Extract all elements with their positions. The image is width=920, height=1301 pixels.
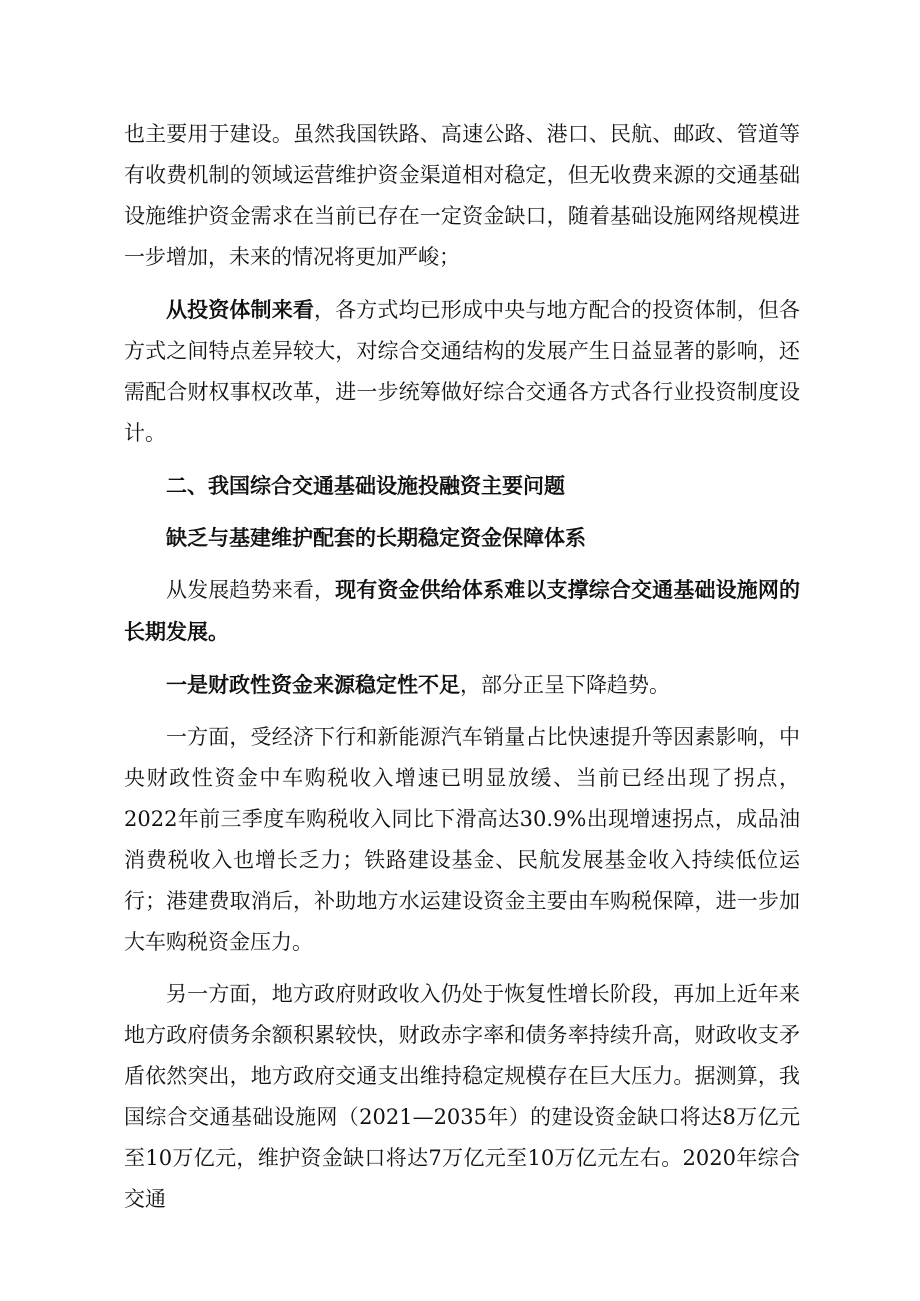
paragraph-local-finance: 另一方面，地方政府财政收入仍处于恢复性增长阶段，再加上近年来地方政府债务余额积累较快，财政赤字率和债务率持续升高，财政收支矛盾依然突出，地方政府交通支出维持稳定规模存在巨大压力。据测算，我国综合交通基础设施网（2021—2035年）的建设资金缺口将达8万亿元至10万亿元，维护资金缺口将达7万亿元至10万亿元左右。2020年综合交通 — [124, 982, 800, 1211]
paragraph-lead-fiscal-stability: 一是财政性资金来源稳定性不足 — [166, 672, 460, 697]
paragraph-fiscal-stability — [124, 664, 800, 706]
paragraph-lead-investment-system: 从投资体制来看 — [166, 297, 314, 322]
paragraph-emphasis-trend: 现有资金供给体系难以支撑综合交通基础设施网的长期发展。 — [124, 577, 801, 644]
paragraph-lead-trend: 从发展趋势来看， — [166, 578, 336, 602]
paragraph-funding-gap: 也主要用于建设。虽然我国铁路、高速公路、港口、民航、邮政、管道等有收费机制的领域运营维护资金渠道相对稳定，但无收费来源的交通基础设施维护资金需求在当前已存在一定资金缺口，随着基础设施网络规模进一步增加，未来的情况将更加严峻； — [124, 122, 800, 269]
paragraph-trend — [124, 569, 800, 653]
section-heading: 二、我国综合交通基础设施投融资主要问题 — [166, 473, 565, 498]
paragraph-central-finance: 一方面，受经济下行和新能源汽车销量占比快速提升等因素影响，中央财政性资金中车购税收入增速已明显放缓、当前已经出现了拐点，2022年前三季度车购税收入同比下滑高达30.9%出现增速拐点，成品油消费税收入也增长乏力；铁路建设基金、民航发展基金收入持续低位运行；港建费取消后，补助地方水运建设资金主要由车购税保障，进一步加大车购税资金压力。 — [124, 725, 800, 954]
paragraph-text-investment-system: ，各方式均已形成中央与地方配合的投资体制，但各方式之间特点差异较大，对综合交通结构的发展产生日益显著的影响，还需配合财权事权改革，进一步统筹做好综合交通各方式各行业投资制度设计。 — [124, 298, 801, 445]
paragraph-investment-system — [124, 289, 800, 454]
subsection-heading: 缺乏与基建维护配套的长期稳定资金保障体系 — [166, 525, 586, 550]
paragraph-text-fiscal-stability: ，部分正呈下降趋势。 — [460, 673, 670, 697]
document-body — [124, 114, 800, 1220]
